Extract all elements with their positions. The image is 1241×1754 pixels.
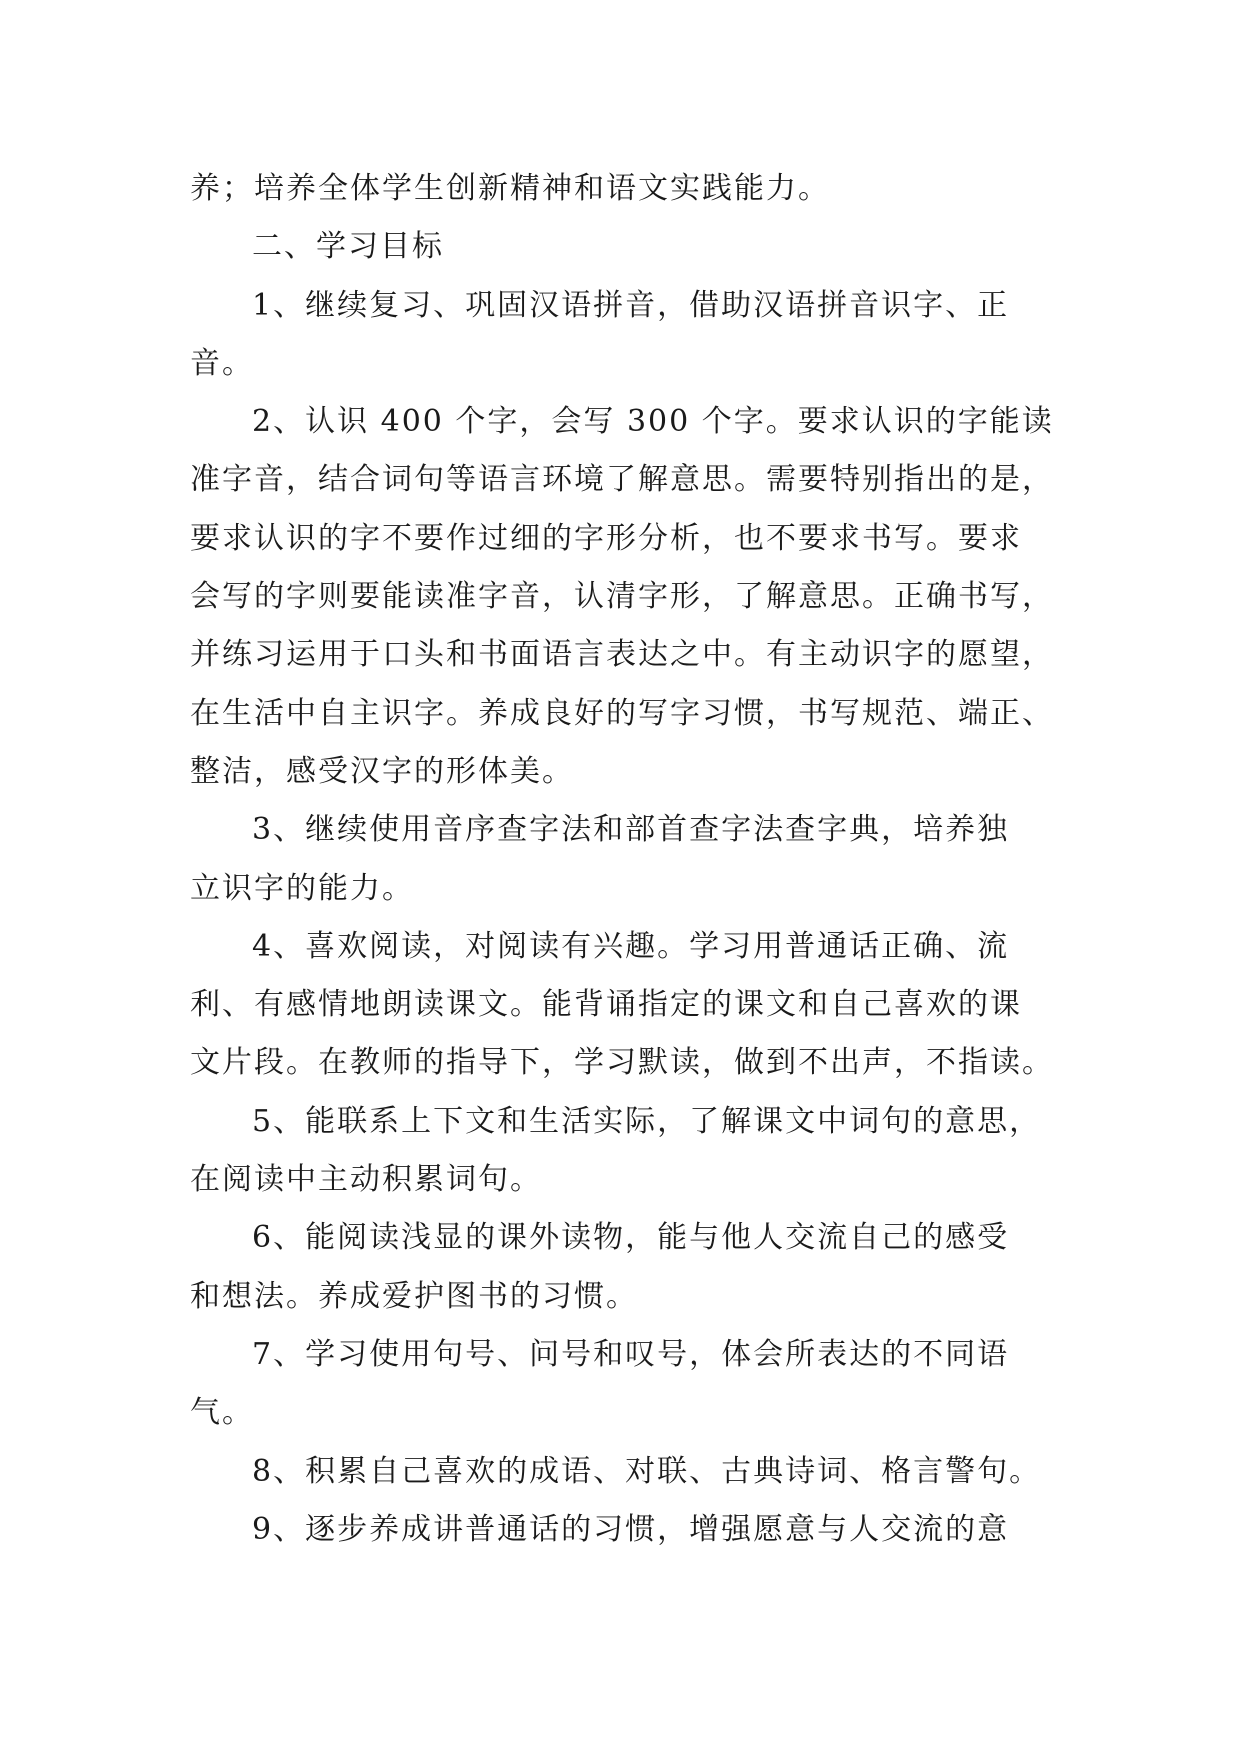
text-line: 文片段。在教师的指导下，学习默读，做到不出声，不指读。 <box>190 1045 1054 1081</box>
text-line: 养；培养全体学生创新精神和语文实践能力。 <box>190 171 830 206</box>
text-line: 9、逐步养成讲普通话的习惯，增强愿意与人交流的意 <box>252 1511 1010 1547</box>
text-line: 2、认识 400 个字，会写 300 个字。要求认识的字能读 <box>252 404 1054 440</box>
text-line: 要求认识的字不要作过细的字形分析，也不要求书写。要求 <box>190 520 1022 556</box>
text-line: 在生活中自主识字。养成良好的写字习惯，书写规范、端正、 <box>190 695 1054 731</box>
text-line: 音。 <box>190 345 254 381</box>
text-line: 会写的字则要能读准字音，认清字形，了解意思。正确书写， <box>190 579 1054 615</box>
text-line: 整洁，感受汉字的形体美。 <box>190 753 574 789</box>
document-body <box>190 160 1054 1559</box>
text-line: 3、继续使用音序查字法和部首查字法查字典，培养独 <box>252 812 1010 848</box>
text-line: 在阅读中主动积累词句。 <box>190 1162 542 1198</box>
text-line: 4、喜欢阅读，对阅读有兴趣。学习用普通话正确、流 <box>252 928 1010 964</box>
text-line: 准字音，结合词句等语言环境了解意思。需要特别指出的是， <box>190 462 1054 498</box>
text-line: 7、学习使用句号、问号和叹号，体会所表达的不同语 <box>252 1336 1010 1372</box>
text-line: 并练习运用于口头和书面语言表达之中。有主动识字的愿望， <box>190 637 1054 673</box>
text-line: 气。 <box>190 1395 254 1431</box>
text-line: 和想法。养成爱护图书的习惯。 <box>190 1278 638 1314</box>
text-line: 5、能联系上下文和生活实际，了解课文中词句的意思， <box>252 1103 1042 1139</box>
text-line: 利、有感情地朗读课文。能背诵指定的课文和自己喜欢的课 <box>190 987 1022 1023</box>
text-line: 1、继续复习、巩固汉语拼音，借助汉语拼音识字、正 <box>252 287 1010 323</box>
text-line: 6、能阅读浅显的课外读物，能与他人交流自己的感受 <box>252 1220 1010 1256</box>
section-heading: 二、学习目标 <box>252 229 444 265</box>
text-line: 立识字的能力。 <box>190 870 414 906</box>
text-line: 8、积累自己喜欢的成语、对联、古典诗词、格言警句。 <box>252 1453 1042 1489</box>
